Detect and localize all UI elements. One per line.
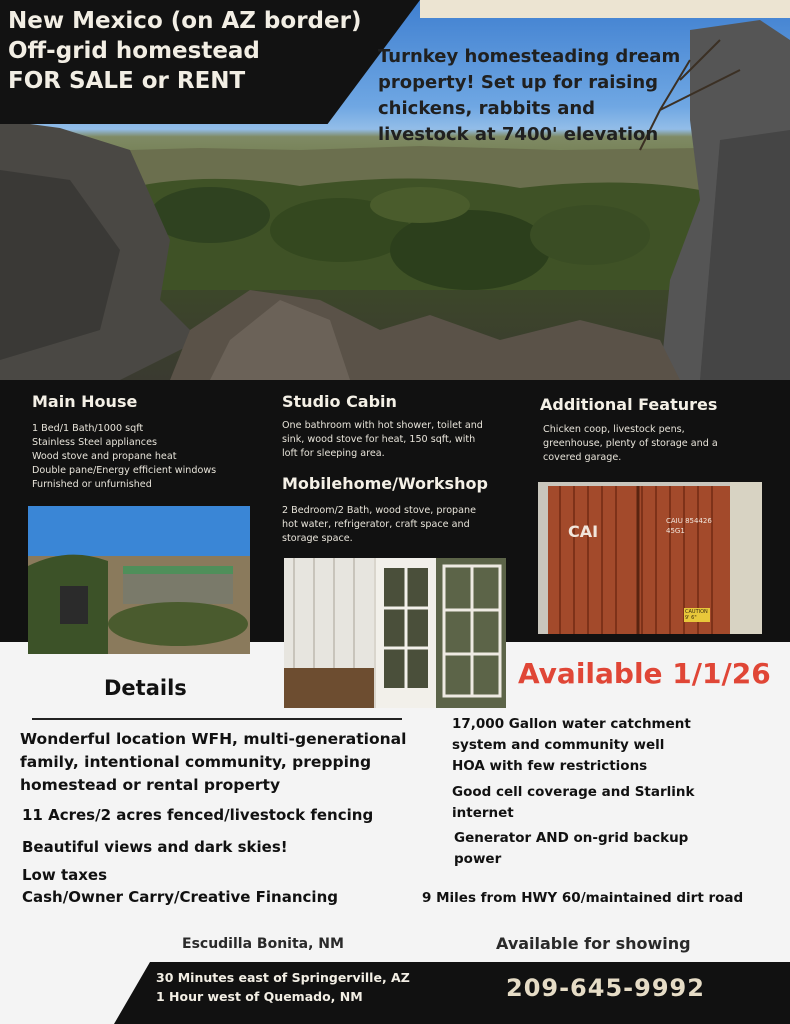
taxes-info: Low taxes — [22, 866, 108, 884]
main-house-line: Wood stove and propane heat — [32, 451, 177, 462]
location-line: homestead or rental property — [20, 776, 281, 794]
tagline-line-1: Turnkey homesteading dream — [378, 46, 681, 67]
additional-line: greenhouse, plenty of storage and a — [543, 438, 718, 449]
top-accent-strip — [420, 0, 790, 18]
distance-line: 30 Minutes east of Springerville, AZ — [156, 970, 410, 985]
hero-title-line-2: Off-grid homestead — [8, 38, 260, 64]
location-description — [20, 728, 450, 797]
financing-info: Cash/Owner Carry/Creative Financing — [22, 888, 338, 906]
road-info: 9 Miles from HWY 60/maintained dirt road — [422, 890, 744, 906]
tagline-line-2: property! Set up for raising — [378, 72, 659, 93]
studio-cabin-line: sink, wood stove for heat, 150 sqft, with — [282, 434, 476, 445]
showing-info: Available for showing — [496, 934, 691, 953]
mobilehome-photo — [284, 558, 506, 708]
generator-info — [454, 828, 774, 870]
additional-features-details — [543, 423, 763, 465]
tagline-line-3: chickens, rabbits and — [378, 98, 596, 119]
main-house-details — [32, 422, 272, 492]
main-house-line: 1 Bed/1 Bath/1000 sqft — [32, 423, 144, 434]
container-label-line: 9' 6" — [685, 615, 697, 621]
container-code-line: 45G1 — [666, 527, 685, 535]
studio-cabin-line: loft for sleeping area. — [282, 448, 385, 459]
details-divider — [32, 718, 402, 720]
main-house-line: Furnished or unfurnished — [32, 479, 152, 490]
container-brand: CAI — [568, 522, 599, 541]
main-house-line: Double pane/Energy efficient windows — [32, 465, 217, 476]
studio-cabin-line: One bathroom with hot shower, toilet and — [282, 420, 483, 431]
location-line: family, intentional community, prepping — [20, 753, 372, 771]
cell-line: internet — [452, 805, 514, 821]
hero-title-line-1: New Mexico (on AZ border) — [8, 8, 362, 34]
phone-number[interactable]: 209-645-9992 — [506, 974, 705, 1002]
mobilehome-details — [282, 504, 522, 546]
tagline-line-4: livestock at 7400' elevation — [378, 124, 659, 145]
mobilehome-line: 2 Bedroom/2 Bath, wood stove, propane — [282, 505, 477, 516]
mobilehome-line: storage space. — [282, 533, 353, 544]
cell-line: Good cell coverage and Starlink — [452, 784, 695, 800]
main-house-title: Main House — [32, 392, 138, 411]
water-info — [452, 714, 772, 756]
distance-line: 1 Hour west of Quemado, NM — [156, 989, 363, 1004]
generator-line: Generator AND on-grid backup — [454, 830, 689, 846]
container-code-line: CAIU 854426 — [666, 517, 712, 525]
acres-info: 11 Acres/2 acres fenced/livestock fencing — [22, 806, 374, 824]
hero-tagline — [378, 44, 708, 148]
additional-features-title: Additional Features — [540, 395, 718, 414]
cell-info — [452, 782, 772, 824]
location-line: Wonderful location WFH, multi-generational — [20, 730, 407, 748]
generator-line: power — [454, 851, 502, 867]
property-location: Escudilla Bonita, NM — [182, 936, 344, 952]
distance-info — [156, 968, 410, 1006]
additional-line: Chicken coop, livestock pens, — [543, 424, 685, 435]
views-info: Beautiful views and dark skies! — [22, 838, 288, 856]
container-caution-label — [685, 609, 708, 621]
main-house-photo — [28, 506, 250, 654]
water-line: 17,000 Gallon water catchment — [452, 716, 691, 732]
water-line: system and community well — [452, 737, 665, 753]
available-date: Available 1/1/26 — [518, 657, 771, 690]
hero-title-line-3: FOR SALE or RENT — [8, 68, 246, 94]
main-house-line: Stainless Steel appliances — [32, 437, 157, 448]
details-heading: Details — [104, 676, 187, 700]
studio-cabin-title: Studio Cabin — [282, 392, 397, 411]
studio-cabin-details — [282, 419, 522, 461]
container-photo — [538, 482, 762, 634]
additional-line: covered garage. — [543, 452, 622, 463]
container-code — [666, 516, 712, 536]
container-label-line: CAUTION — [685, 609, 708, 615]
mobilehome-title: Mobilehome/Workshop — [282, 474, 488, 493]
hoa-info: HOA with few restrictions — [452, 758, 648, 774]
mobilehome-line: hot water, refrigerator, craft space and — [282, 519, 470, 530]
